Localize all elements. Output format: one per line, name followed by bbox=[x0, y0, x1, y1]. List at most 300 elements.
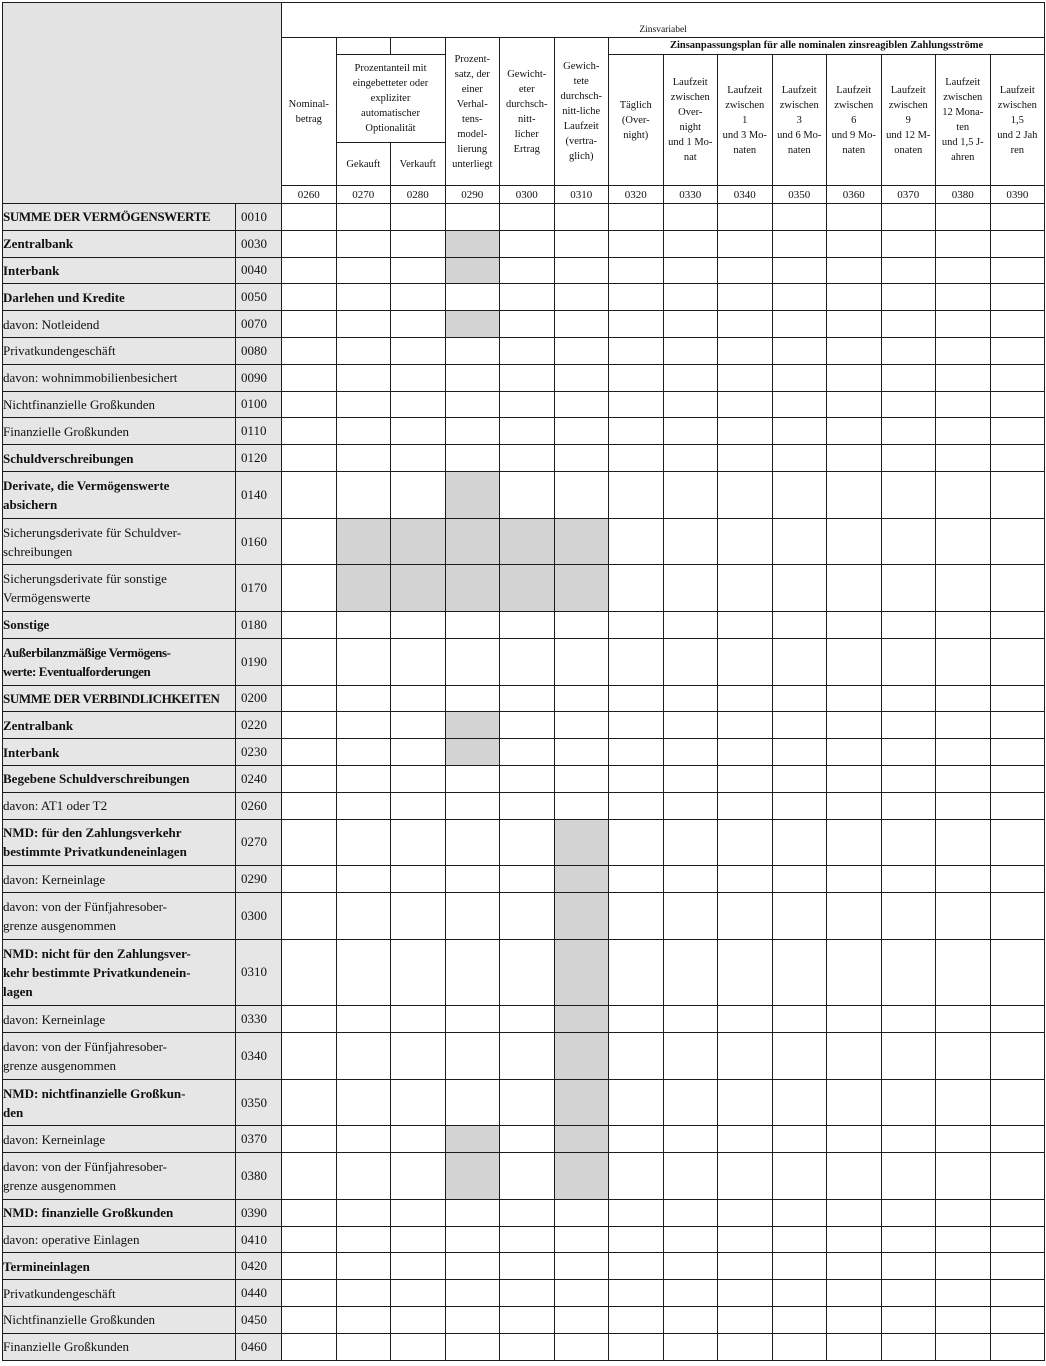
row-code: 0340 bbox=[236, 1032, 282, 1079]
value-cell bbox=[445, 792, 500, 819]
value-cell bbox=[663, 364, 718, 391]
value-cell bbox=[282, 518, 337, 565]
table-row-0410 bbox=[3, 1226, 1045, 1253]
table-row-0170 bbox=[3, 565, 1045, 612]
row-code: 0010 bbox=[236, 204, 282, 231]
value-cell bbox=[609, 565, 664, 612]
value-cell bbox=[990, 471, 1045, 518]
value-cell bbox=[936, 565, 991, 612]
value-cell bbox=[336, 819, 391, 866]
shaded-cell bbox=[554, 565, 609, 612]
row-code: 0260 bbox=[236, 792, 282, 819]
table-row-0180 bbox=[3, 612, 1045, 639]
value-cell bbox=[336, 284, 391, 311]
value-cell bbox=[336, 311, 391, 338]
value-cell bbox=[445, 765, 500, 792]
value-cell bbox=[282, 712, 337, 739]
row-code: 0350 bbox=[236, 1079, 282, 1126]
value-cell bbox=[282, 1006, 337, 1033]
row-code: 0040 bbox=[236, 257, 282, 284]
value-cell bbox=[336, 471, 391, 518]
value-cell bbox=[609, 819, 664, 866]
value-cell bbox=[827, 685, 882, 712]
value-cell bbox=[827, 1126, 882, 1153]
value-cell bbox=[990, 765, 1045, 792]
value-cell bbox=[445, 1199, 500, 1226]
reporting-template-table bbox=[2, 2, 1045, 1361]
value-cell bbox=[990, 337, 1045, 364]
value-cell bbox=[336, 1253, 391, 1280]
row-label: SUMME DER VERMÖGENSWERTE bbox=[3, 204, 236, 231]
row-label: davon: Kerneinlage bbox=[3, 1006, 236, 1033]
value-cell bbox=[391, 712, 446, 739]
table-row-0290 bbox=[3, 866, 1045, 893]
value-cell bbox=[609, 685, 664, 712]
value-cell bbox=[336, 1006, 391, 1033]
value-cell bbox=[391, 765, 446, 792]
value-cell bbox=[554, 1280, 609, 1307]
shaded-cell bbox=[391, 565, 446, 612]
value-cell bbox=[554, 364, 609, 391]
value-cell bbox=[936, 612, 991, 639]
table-row-0460 bbox=[3, 1333, 1045, 1360]
value-cell bbox=[936, 418, 991, 445]
value-cell bbox=[881, 1032, 936, 1079]
value-cell bbox=[391, 866, 446, 893]
value-cell bbox=[990, 230, 1045, 257]
value-cell bbox=[282, 1280, 337, 1307]
value-cell bbox=[990, 364, 1045, 391]
value-cell bbox=[663, 1153, 718, 1200]
row-code: 0330 bbox=[236, 1006, 282, 1033]
value-cell bbox=[554, 418, 609, 445]
value-cell bbox=[391, 1307, 446, 1334]
value-cell bbox=[554, 612, 609, 639]
value-cell bbox=[718, 204, 773, 231]
shaded-cell bbox=[554, 1126, 609, 1153]
value-cell bbox=[772, 1126, 827, 1153]
value-cell bbox=[336, 257, 391, 284]
value-cell bbox=[445, 364, 500, 391]
value-cell bbox=[718, 311, 773, 338]
table-row-0110 bbox=[3, 418, 1045, 445]
row-label: Termineinlagen bbox=[3, 1253, 236, 1280]
value-cell bbox=[336, 792, 391, 819]
value-cell bbox=[336, 739, 391, 766]
value-cell bbox=[827, 1226, 882, 1253]
value-cell bbox=[445, 1307, 500, 1334]
value-cell bbox=[663, 418, 718, 445]
shaded-cell bbox=[554, 819, 609, 866]
row-label: NMD: nicht für den Zahlungsver- kehr bestimmte Privatkundenein- lagen bbox=[3, 939, 236, 1006]
value-cell bbox=[282, 364, 337, 391]
value-cell bbox=[282, 1333, 337, 1360]
table-row-0380 bbox=[3, 1153, 1045, 1200]
value-cell bbox=[282, 1307, 337, 1334]
value-cell bbox=[772, 1153, 827, 1200]
value-cell bbox=[936, 712, 991, 739]
value-cell bbox=[500, 892, 555, 939]
value-cell bbox=[827, 1153, 882, 1200]
value-cell bbox=[500, 612, 555, 639]
value-cell bbox=[718, 1199, 773, 1226]
value-cell bbox=[663, 612, 718, 639]
value-cell bbox=[336, 1153, 391, 1200]
value-cell bbox=[282, 638, 337, 685]
value-cell bbox=[990, 1226, 1045, 1253]
value-cell bbox=[609, 257, 664, 284]
row-code: 0070 bbox=[236, 311, 282, 338]
value-cell bbox=[827, 284, 882, 311]
row-label: davon: Notleidend bbox=[3, 311, 236, 338]
row-code: 0310 bbox=[236, 939, 282, 1006]
value-cell bbox=[990, 1333, 1045, 1360]
value-cell bbox=[990, 939, 1045, 1006]
value-cell bbox=[990, 739, 1045, 766]
value-cell bbox=[609, 364, 664, 391]
row-label: Interbank bbox=[3, 739, 236, 766]
value-cell bbox=[718, 1153, 773, 1200]
value-cell bbox=[772, 445, 827, 472]
row-label: Begebene Schuldverschreibungen bbox=[3, 765, 236, 792]
value-cell bbox=[609, 1153, 664, 1200]
value-cell bbox=[827, 257, 882, 284]
col-code: 0330 bbox=[663, 186, 718, 204]
value-cell bbox=[391, 257, 446, 284]
value-cell bbox=[772, 1079, 827, 1126]
value-cell bbox=[500, 866, 555, 893]
table-row-0230 bbox=[3, 739, 1045, 766]
value-cell bbox=[718, 565, 773, 612]
value-cell bbox=[336, 1126, 391, 1153]
row-label: Nichtfinanzielle Großkunden bbox=[3, 391, 236, 418]
value-cell bbox=[990, 1307, 1045, 1334]
shaded-cell bbox=[445, 565, 500, 612]
value-cell bbox=[282, 1253, 337, 1280]
value-cell bbox=[718, 685, 773, 712]
value-cell bbox=[500, 739, 555, 766]
row-code: 0050 bbox=[236, 284, 282, 311]
table-row-0370 bbox=[3, 1126, 1045, 1153]
row-label: NMD: nichtfinanzielle Großkun- den bbox=[3, 1079, 236, 1126]
value-cell bbox=[827, 445, 882, 472]
value-cell bbox=[881, 204, 936, 231]
value-cell bbox=[445, 939, 500, 1006]
value-cell bbox=[445, 1253, 500, 1280]
shaded-cell bbox=[554, 518, 609, 565]
value-cell bbox=[881, 685, 936, 712]
table-row-0090 bbox=[3, 364, 1045, 391]
row-label: davon: von der Fünfjahresober- grenze ausgenommen bbox=[3, 1032, 236, 1079]
value-cell bbox=[881, 1226, 936, 1253]
value-cell bbox=[827, 739, 882, 766]
value-cell bbox=[772, 1006, 827, 1033]
value-cell bbox=[990, 638, 1045, 685]
value-cell bbox=[391, 685, 446, 712]
value-cell bbox=[445, 638, 500, 685]
value-cell bbox=[391, 284, 446, 311]
value-cell bbox=[445, 612, 500, 639]
value-cell bbox=[282, 1032, 337, 1079]
value-cell bbox=[336, 1199, 391, 1226]
value-cell bbox=[609, 712, 664, 739]
value-cell bbox=[663, 892, 718, 939]
value-cell bbox=[445, 1032, 500, 1079]
value-cell bbox=[282, 204, 337, 231]
value-cell bbox=[609, 445, 664, 472]
value-cell bbox=[663, 337, 718, 364]
row-code: 0440 bbox=[236, 1280, 282, 1307]
value-cell bbox=[391, 1032, 446, 1079]
col-header-0300: Gewicht- eter durchsch- nitt- licher Ertrag bbox=[500, 38, 555, 186]
value-cell bbox=[772, 257, 827, 284]
value-cell bbox=[554, 792, 609, 819]
value-cell bbox=[500, 1032, 555, 1079]
value-cell bbox=[936, 638, 991, 685]
col-code: 0260 bbox=[282, 186, 337, 204]
value-cell bbox=[827, 1006, 882, 1033]
value-cell bbox=[772, 939, 827, 1006]
value-cell bbox=[772, 1253, 827, 1280]
value-cell bbox=[500, 445, 555, 472]
row-code: 0410 bbox=[236, 1226, 282, 1253]
value-cell bbox=[663, 565, 718, 612]
value-cell bbox=[663, 866, 718, 893]
value-cell bbox=[718, 638, 773, 685]
value-cell bbox=[445, 391, 500, 418]
value-cell bbox=[663, 1280, 718, 1307]
value-cell bbox=[936, 765, 991, 792]
value-cell bbox=[718, 364, 773, 391]
value-cell bbox=[391, 638, 446, 685]
shaded-cell bbox=[554, 892, 609, 939]
value-cell bbox=[609, 792, 664, 819]
header-corner bbox=[3, 3, 282, 204]
value-cell bbox=[663, 939, 718, 1006]
value-cell bbox=[336, 1032, 391, 1079]
table-row-0160 bbox=[3, 518, 1045, 565]
table-row-0390 bbox=[3, 1199, 1045, 1226]
col-code: 0270 bbox=[336, 186, 391, 204]
value-cell bbox=[827, 939, 882, 1006]
value-cell bbox=[391, 1006, 446, 1033]
table-row-0310 bbox=[3, 939, 1045, 1006]
value-cell bbox=[391, 939, 446, 1006]
table-row-0010 bbox=[3, 204, 1045, 231]
col-code: 0360 bbox=[827, 186, 882, 204]
value-cell bbox=[500, 204, 555, 231]
value-cell bbox=[718, 712, 773, 739]
value-cell bbox=[772, 892, 827, 939]
value-cell bbox=[936, 866, 991, 893]
value-cell bbox=[282, 765, 337, 792]
row-code: 0030 bbox=[236, 230, 282, 257]
value-cell bbox=[718, 612, 773, 639]
value-cell bbox=[336, 364, 391, 391]
value-cell bbox=[282, 685, 337, 712]
col-header-0390: Laufzeit zwischen 1,5 und 2 Jah ren bbox=[990, 55, 1045, 186]
value-cell bbox=[554, 739, 609, 766]
value-cell bbox=[772, 337, 827, 364]
row-label: Zentralbank bbox=[3, 712, 236, 739]
shaded-cell bbox=[554, 939, 609, 1006]
value-cell bbox=[827, 638, 882, 685]
col-code: 0320 bbox=[609, 186, 664, 204]
value-cell bbox=[990, 391, 1045, 418]
value-cell bbox=[827, 471, 882, 518]
value-cell bbox=[881, 418, 936, 445]
value-cell bbox=[881, 565, 936, 612]
value-cell bbox=[772, 418, 827, 445]
value-cell bbox=[990, 257, 1045, 284]
shaded-cell bbox=[445, 1153, 500, 1200]
value-cell bbox=[391, 1199, 446, 1226]
value-cell bbox=[282, 445, 337, 472]
value-cell bbox=[609, 939, 664, 1006]
table-header bbox=[3, 3, 1045, 204]
value-cell bbox=[500, 337, 555, 364]
value-cell bbox=[718, 1253, 773, 1280]
value-cell bbox=[391, 792, 446, 819]
value-cell bbox=[718, 792, 773, 819]
row-label: Privatkundengeschäft bbox=[3, 1280, 236, 1307]
value-cell bbox=[500, 1153, 555, 1200]
value-cell bbox=[881, 364, 936, 391]
value-cell bbox=[827, 612, 882, 639]
value-cell bbox=[391, 819, 446, 866]
value-cell bbox=[500, 1079, 555, 1126]
value-cell bbox=[445, 866, 500, 893]
value-cell bbox=[500, 685, 555, 712]
value-cell bbox=[609, 612, 664, 639]
value-cell bbox=[282, 1126, 337, 1153]
value-cell bbox=[936, 471, 991, 518]
value-cell bbox=[827, 1199, 882, 1226]
value-cell bbox=[990, 418, 1045, 445]
table-row-0070 bbox=[3, 311, 1045, 338]
header-spacer bbox=[391, 38, 446, 55]
value-cell bbox=[500, 230, 555, 257]
value-cell bbox=[336, 712, 391, 739]
col-code: 0380 bbox=[936, 186, 991, 204]
row-label: Finanzielle Großkunden bbox=[3, 418, 236, 445]
value-cell bbox=[881, 892, 936, 939]
value-cell bbox=[500, 364, 555, 391]
value-cell bbox=[718, 1333, 773, 1360]
value-cell bbox=[554, 391, 609, 418]
value-cell bbox=[827, 364, 882, 391]
shaded-cell bbox=[445, 1126, 500, 1153]
value-cell bbox=[827, 1333, 882, 1360]
row-label: Schuldverschreibungen bbox=[3, 445, 236, 472]
value-cell bbox=[282, 230, 337, 257]
value-cell bbox=[663, 204, 718, 231]
value-cell bbox=[391, 418, 446, 445]
value-cell bbox=[609, 1280, 664, 1307]
col-code: 0390 bbox=[990, 186, 1045, 204]
value-cell bbox=[282, 257, 337, 284]
row-code: 0220 bbox=[236, 712, 282, 739]
value-cell bbox=[990, 712, 1045, 739]
value-cell bbox=[336, 230, 391, 257]
value-cell bbox=[282, 1199, 337, 1226]
value-cell bbox=[391, 1280, 446, 1307]
table-row-0350 bbox=[3, 1079, 1045, 1126]
col-code: 0300 bbox=[500, 186, 555, 204]
shaded-cell bbox=[445, 712, 500, 739]
value-cell bbox=[500, 712, 555, 739]
value-cell bbox=[772, 712, 827, 739]
value-cell bbox=[554, 471, 609, 518]
value-cell bbox=[391, 391, 446, 418]
value-cell bbox=[336, 892, 391, 939]
value-cell bbox=[336, 638, 391, 685]
value-cell bbox=[500, 1333, 555, 1360]
row-code: 0110 bbox=[236, 418, 282, 445]
value-cell bbox=[663, 311, 718, 338]
value-cell bbox=[772, 685, 827, 712]
header-spacer bbox=[336, 38, 391, 55]
value-cell bbox=[500, 1307, 555, 1334]
value-cell bbox=[663, 1253, 718, 1280]
col-header-0350: Laufzeit zwischen 3 und 6 Mo- naten bbox=[772, 55, 827, 186]
value-cell bbox=[500, 1126, 555, 1153]
value-cell bbox=[663, 284, 718, 311]
value-cell bbox=[881, 638, 936, 685]
shaded-cell bbox=[445, 518, 500, 565]
value-cell bbox=[827, 765, 882, 792]
value-cell bbox=[990, 518, 1045, 565]
value-cell bbox=[663, 518, 718, 565]
value-cell bbox=[500, 311, 555, 338]
value-cell bbox=[990, 565, 1045, 612]
value-cell bbox=[881, 391, 936, 418]
value-cell bbox=[391, 1333, 446, 1360]
value-cell bbox=[772, 792, 827, 819]
value-cell bbox=[391, 204, 446, 231]
row-label: davon: von der Fünfjahresober- grenze ausgenommen bbox=[3, 892, 236, 939]
row-label: Außerbilanzmäßige Vermögens- werte: Eventualforderungen bbox=[3, 638, 236, 685]
value-cell bbox=[718, 819, 773, 866]
row-label: Sonstige bbox=[3, 612, 236, 639]
value-cell bbox=[663, 1032, 718, 1079]
col-header-0320: Täglich (Over- night) bbox=[609, 55, 664, 186]
value-cell bbox=[391, 445, 446, 472]
value-cell bbox=[772, 230, 827, 257]
value-cell bbox=[663, 739, 718, 766]
row-code: 0100 bbox=[236, 391, 282, 418]
value-cell bbox=[990, 284, 1045, 311]
table-row-0220 bbox=[3, 712, 1045, 739]
row-code: 0120 bbox=[236, 445, 282, 472]
value-cell bbox=[881, 739, 936, 766]
value-cell bbox=[936, 284, 991, 311]
value-cell bbox=[554, 1253, 609, 1280]
table-body bbox=[3, 204, 1045, 1361]
value-cell bbox=[391, 311, 446, 338]
row-code: 0240 bbox=[236, 765, 282, 792]
value-cell bbox=[881, 792, 936, 819]
value-cell bbox=[609, 230, 664, 257]
row-code: 0180 bbox=[236, 612, 282, 639]
value-cell bbox=[445, 1333, 500, 1360]
shaded-cell bbox=[445, 257, 500, 284]
value-cell bbox=[554, 1199, 609, 1226]
shaded-cell bbox=[500, 518, 555, 565]
value-cell bbox=[609, 337, 664, 364]
value-cell bbox=[772, 1333, 827, 1360]
value-cell bbox=[990, 1006, 1045, 1033]
